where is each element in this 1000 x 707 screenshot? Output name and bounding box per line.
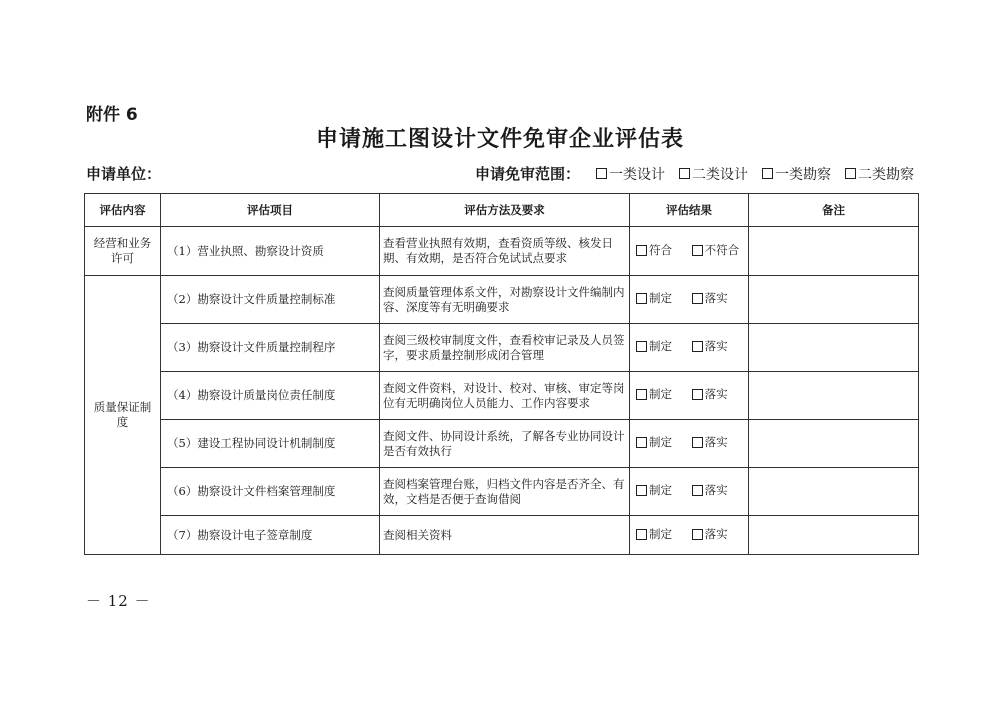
eval-result-cell [630, 227, 749, 276]
header-eval-result: 评估结果 [630, 194, 749, 227]
remarks-cell[interactable] [749, 468, 919, 516]
result-option[interactable]: 制定 [636, 527, 672, 542]
result-option[interactable]: 不符合 [692, 243, 740, 258]
eval-result-cell [630, 420, 749, 468]
page-number: － 12 － [86, 592, 151, 610]
table-row [85, 227, 919, 276]
eval-item-cell: （1）营业执照、勘察设计资质 [161, 227, 380, 276]
scope-option-design-class-1[interactable]: 一类设计 [596, 164, 665, 184]
checkbox-icon[interactable] [692, 245, 703, 256]
eval-method-cell: 查看营业执照有效期，查看资质等级、核发日期、有效期，是否符合免试试点要求 [380, 227, 630, 276]
checkbox-icon[interactable] [636, 485, 647, 496]
eval-method-cell: 查阅三级校审制度文件，查看校审记录及人员签字，要求质量控制形成闭合管理 [380, 324, 630, 372]
checkbox-icon[interactable] [636, 529, 647, 540]
exemption-scope [475, 163, 914, 184]
table-row [85, 516, 919, 555]
remarks-cell[interactable] [749, 324, 919, 372]
result-option[interactable]: 制定 [636, 435, 672, 450]
header-eval-item: 评估项目 [161, 194, 380, 227]
checkbox-icon[interactable] [636, 437, 647, 448]
checkbox-icon[interactable] [692, 293, 703, 304]
eval-method-cell: 查阅文件、协同设计系统，了解各专业协同设计是否有效执行 [380, 420, 630, 468]
checkbox-icon[interactable] [636, 389, 647, 400]
table-row [85, 468, 919, 516]
result-option[interactable]: 制定 [636, 339, 672, 354]
result-option[interactable]: 制定 [636, 387, 672, 402]
remarks-cell[interactable] [749, 276, 919, 324]
scope-option-design-class-2[interactable]: 二类设计 [679, 164, 748, 184]
header-eval-content: 评估内容 [85, 194, 161, 227]
eval-result-cell [630, 516, 749, 555]
document-title: 申请施工图设计文件免审企业评估表 [315, 126, 684, 152]
remarks-cell[interactable] [749, 372, 919, 420]
eval-method-cell: 查阅档案管理台账，归档文件内容是否齐全、有效，文档是否便于查询借阅 [380, 468, 630, 516]
evaluation-table [84, 193, 919, 555]
eval-method-cell: 查阅质量管理体系文件，对勘察设计文件编制内容、深度等有无明确要求 [380, 276, 630, 324]
table-header-row [85, 194, 919, 227]
table-row [85, 324, 919, 372]
checkbox-icon[interactable] [636, 245, 647, 256]
checkbox-icon[interactable] [692, 529, 703, 540]
eval-result-cell [630, 276, 749, 324]
table-row [85, 276, 919, 324]
eval-item-cell: （5）建设工程协同设计机制制度 [161, 420, 380, 468]
eval-result-cell [630, 468, 749, 516]
checkbox-icon[interactable] [636, 293, 647, 304]
result-option[interactable]: 符合 [636, 243, 672, 258]
exemption-scope-label: 申请免审范围： [474, 165, 580, 183]
eval-method-cell: 查阅相关资料 [380, 516, 630, 555]
attachment-label: 附件 6 [86, 105, 138, 125]
scope-option-survey-class-2[interactable]: 二类勘察 [845, 164, 914, 184]
remarks-cell[interactable] [749, 420, 919, 468]
checkbox-icon[interactable] [762, 168, 773, 179]
result-option[interactable]: 制定 [636, 291, 672, 306]
eval-item-cell: （3）勘察设计文件质量控制程序 [161, 324, 380, 372]
result-option[interactable]: 落实 [692, 527, 728, 542]
checkbox-icon[interactable] [679, 168, 690, 179]
result-option[interactable]: 落实 [692, 339, 728, 354]
eval-item-cell: （6）勘察设计文件档案管理制度 [161, 468, 380, 516]
remarks-cell[interactable] [749, 516, 919, 555]
checkbox-icon[interactable] [692, 437, 703, 448]
result-option[interactable]: 落实 [692, 387, 728, 402]
eval-result-cell [630, 372, 749, 420]
result-option[interactable]: 落实 [692, 483, 728, 498]
table-row [85, 420, 919, 468]
result-option[interactable]: 落实 [692, 291, 728, 306]
checkbox-icon[interactable] [845, 168, 856, 179]
result-option[interactable]: 落实 [692, 435, 728, 450]
result-option[interactable]: 制定 [636, 483, 672, 498]
applicant-unit-label: 申请单位： [86, 165, 162, 183]
remarks-cell[interactable] [749, 227, 919, 276]
table-row [85, 372, 919, 420]
eval-content-cell: 经营和业务许可 [85, 227, 161, 276]
checkbox-icon[interactable] [692, 341, 703, 352]
eval-item-cell: （4）勘察设计质量岗位责任制度 [161, 372, 380, 420]
header-remarks: 备注 [749, 194, 919, 227]
eval-item-cell: （7）勘察设计电子签章制度 [161, 516, 380, 555]
eval-method-cell: 查阅文件资料，对设计、校对、审核、审定等岗位有无明确岗位人员能力、工作内容要求 [380, 372, 630, 420]
checkbox-icon[interactable] [692, 485, 703, 496]
checkbox-icon[interactable] [692, 389, 703, 400]
eval-result-cell [630, 324, 749, 372]
header-eval-method: 评估方法及要求 [380, 194, 630, 227]
checkbox-icon[interactable] [596, 168, 607, 179]
scope-option-survey-class-1[interactable]: 一类勘察 [762, 164, 831, 184]
eval-item-cell: （2）勘察设计文件质量控制标准 [161, 276, 380, 324]
checkbox-icon[interactable] [636, 341, 647, 352]
eval-content-cell: 质量保证制度 [85, 276, 161, 555]
